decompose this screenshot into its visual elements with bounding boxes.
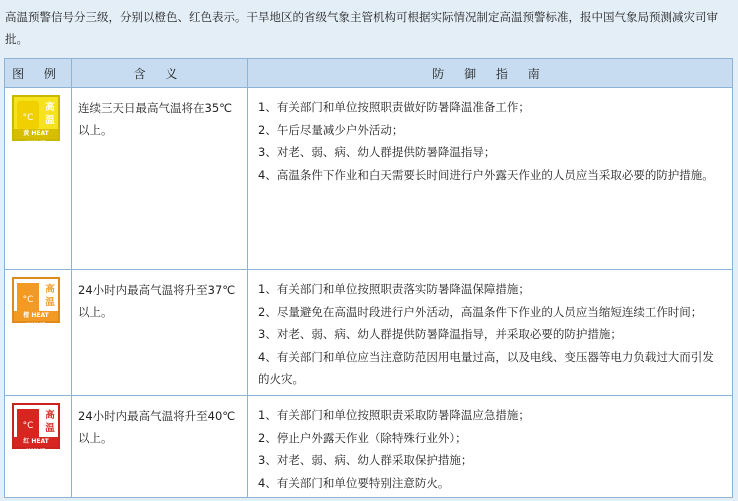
- icon-title: 高温: [45, 102, 55, 126]
- guide-cell: [248, 396, 733, 498]
- guide-cell: [248, 270, 733, 396]
- thermometer-icon: °C: [17, 283, 39, 311]
- guide-item: 3、对老、弱、病、幼人群提供防暑降温指导；: [258, 145, 496, 159]
- icon-english: 橙 HEAT WAVE: [14, 311, 58, 321]
- legend-cell: [5, 270, 72, 396]
- red-heat-wave-icon: [12, 403, 60, 455]
- guide-item: 4、有关部门和单位要特别注意防火。: [258, 475, 450, 490]
- table-row: [5, 88, 733, 270]
- guide-item: 2、停止户外露天作业（除特殊行业外）；: [258, 430, 467, 445]
- legend-cell: [5, 396, 72, 498]
- table-row: [5, 270, 733, 396]
- header-legend: 图 例: [5, 59, 72, 88]
- guide-item: 3、对老、弱、病、幼人群采取保护措施；: [258, 453, 473, 467]
- header-guide: 防 御 指 南: [248, 59, 733, 88]
- guide-item: 2、尽量避免在高温时段进行户外活动，高温条件下作业的人员应当缩短连续工作时间；: [258, 304, 703, 319]
- guide-item: 1、有关部门和单位按照职责落实防暑降温保障措施；: [258, 282, 530, 296]
- table-row: [5, 396, 733, 498]
- guide-item: 2、午后尽量减少户外活动；: [258, 122, 404, 137]
- intro-paragraph: 高温预警信号分三级，分别以橙色、红色表示。干旱地区的省级气象主管机构可根据实际情况制定高温预警标准，报中国气象局预测减灾司审批。: [5, 10, 718, 46]
- guide-item: 4、高温条件下作业和白天需要长时间进行户外露天作业的人员应当采取必要的防护措施。: [258, 167, 714, 182]
- guide-item: 3、对老、弱、病、幼人群提供防暑降温指导，并采取必要的防护措施；: [258, 327, 622, 341]
- legend-cell: [5, 88, 72, 270]
- orange-heat-wave-icon: [12, 277, 60, 329]
- icon-title: 高温: [45, 410, 55, 434]
- meaning-cell: 连续三天日最高气温将在35℃以上。: [72, 88, 248, 270]
- meaning-cell: 24小时内最高气温将升至37℃以上。: [72, 270, 248, 396]
- guide-item: 1、有关部门和单位按照职责做好防暑降温准备工作；: [258, 100, 530, 114]
- icon-english: 红 HEAT WAVE: [14, 437, 58, 447]
- icon-title: 高温: [45, 284, 55, 308]
- icon-english: 黄 HEAT WAVE: [14, 129, 58, 139]
- guide-item: 4、有关部门和单位应当注意防范因用电量过高，以及电线、变压器等电力负载过大而引发的火灾。: [258, 349, 714, 386]
- heat-warning-table: [4, 58, 733, 498]
- guide-item: 1、有关部门和单位按照职责采取防暑降温应急措施；: [258, 408, 530, 422]
- thermometer-icon: °C: [17, 409, 39, 437]
- yellow-heat-wave-icon: [12, 95, 60, 147]
- meaning-cell: 24小时内最高气温将升至40℃以上。: [72, 396, 248, 498]
- thermometer-icon: °C: [17, 101, 39, 129]
- header-meaning: 含 义: [72, 59, 248, 88]
- table-header-row: [5, 59, 733, 88]
- guide-cell: [248, 88, 733, 270]
